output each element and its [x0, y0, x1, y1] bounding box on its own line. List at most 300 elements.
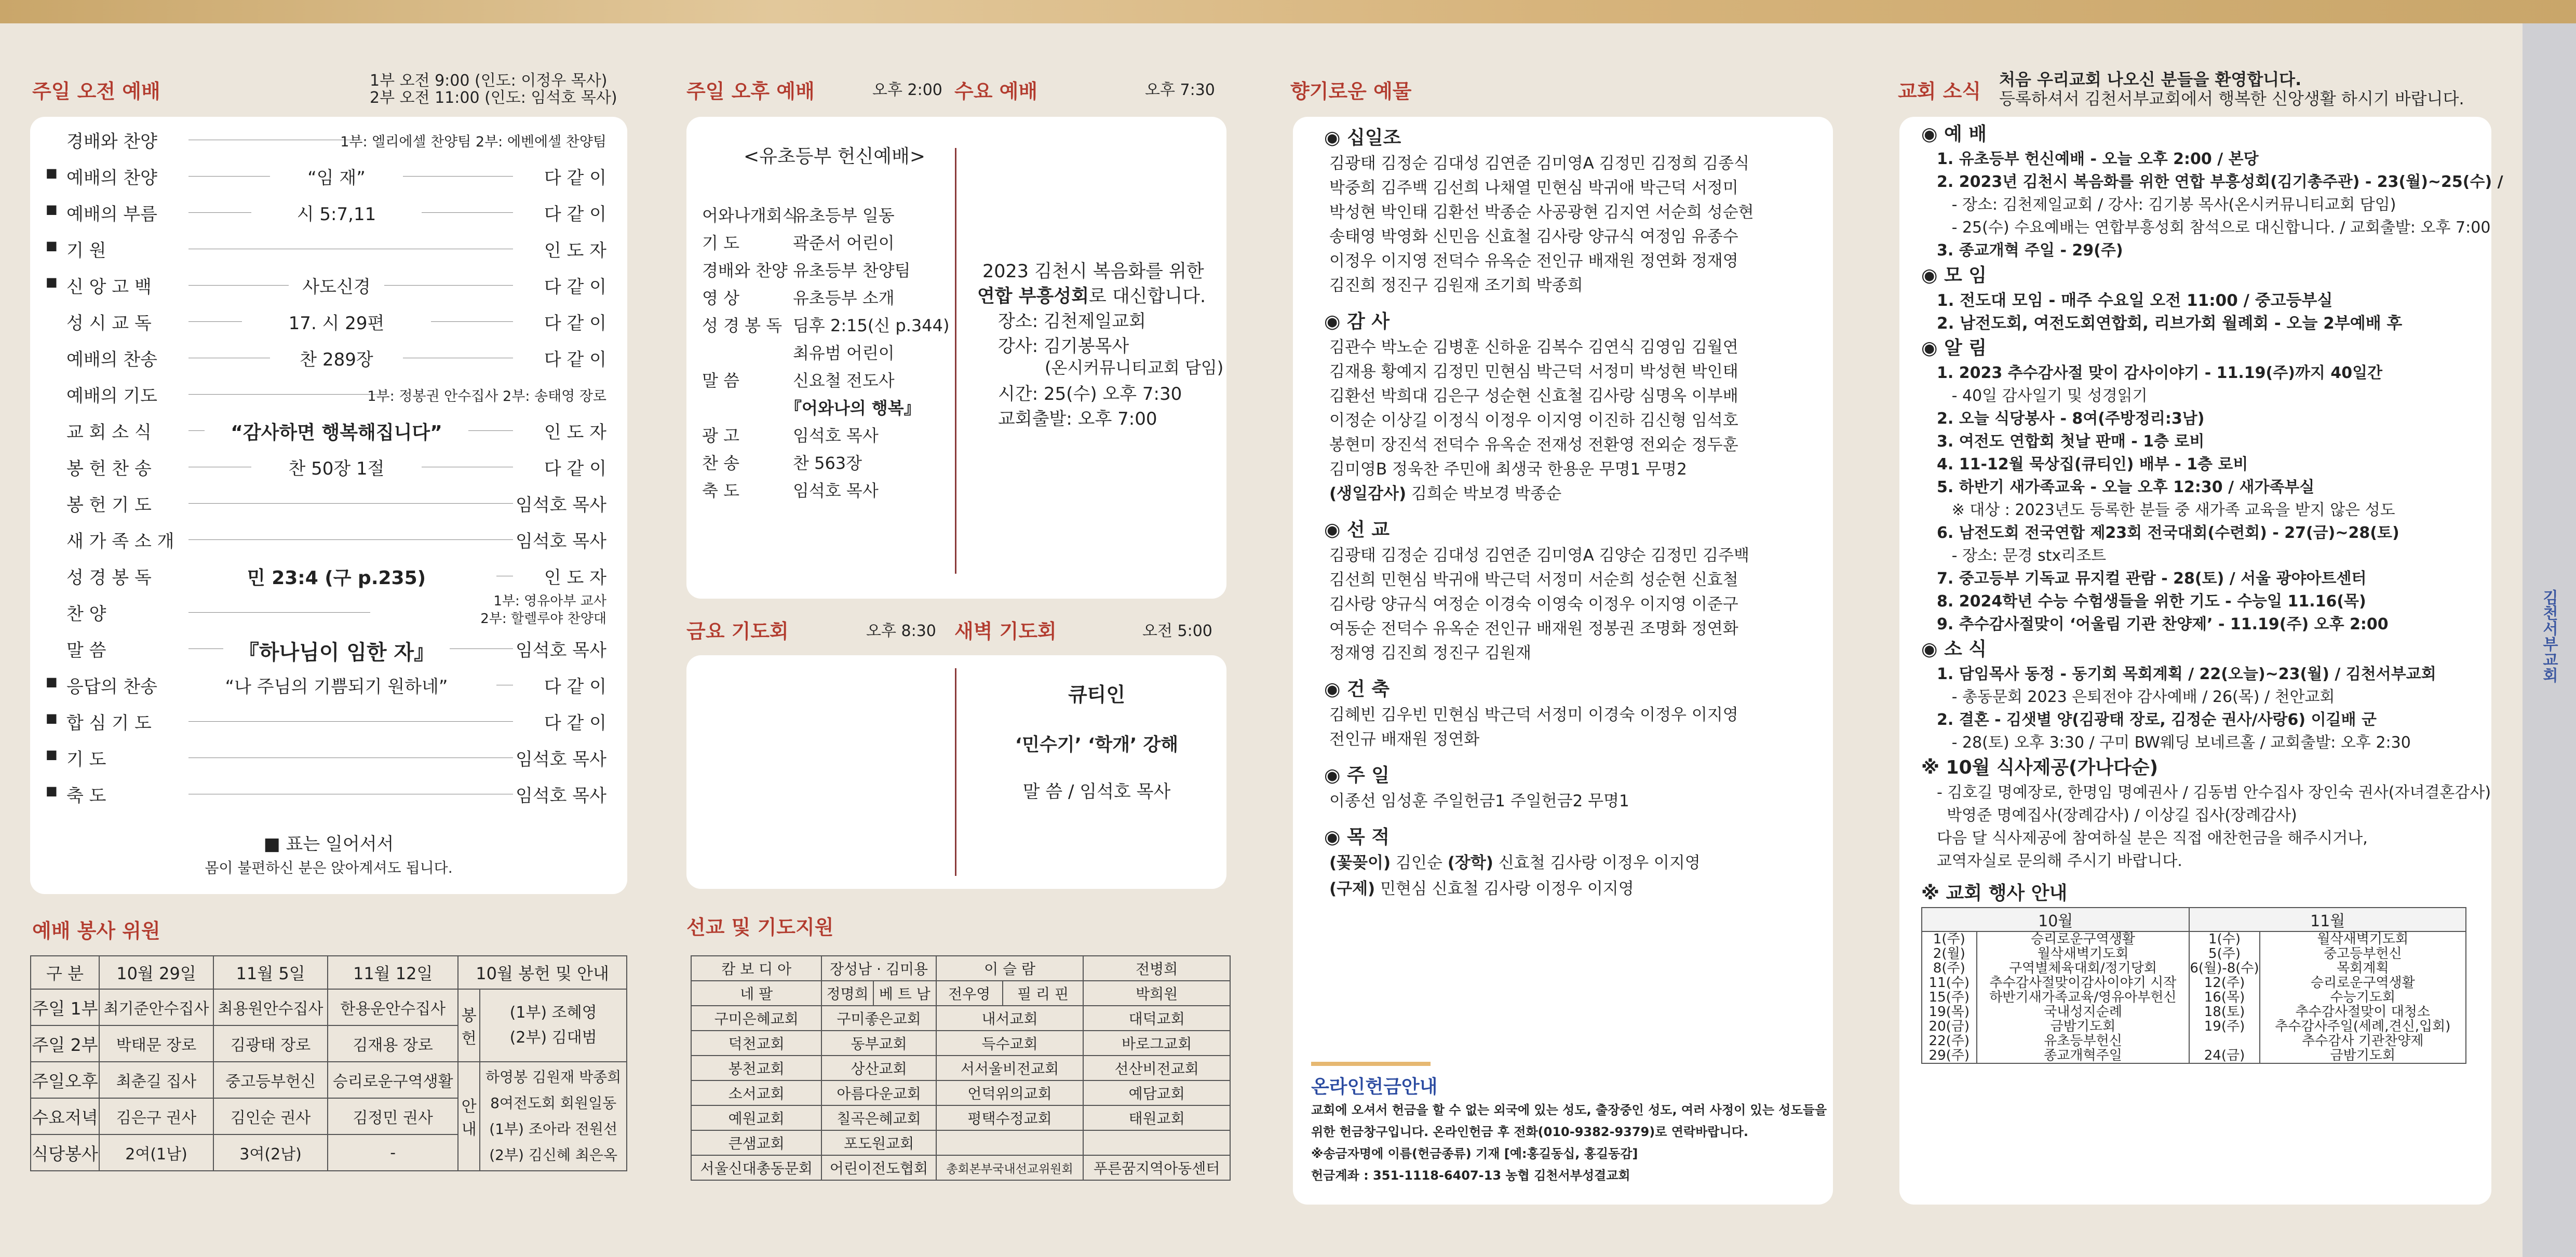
order-label: 경배와 찬양	[66, 131, 158, 152]
morning-order-card	[30, 117, 627, 894]
offering-names-line: 김환선 박희대 김은구 성순현 신효철 김사랑 심명옥 이부배	[1329, 387, 1738, 406]
order-label: 봉 헌 찬 송	[66, 458, 152, 479]
event-date: 1(주)	[1933, 931, 1965, 947]
order-label: 기 도	[66, 749, 106, 770]
notice-heading: ◉ 알 림	[1921, 337, 1987, 359]
offering-title: 향기로운 예물	[1290, 80, 1412, 103]
staff-cell: 승리로운구역생활	[328, 1062, 458, 1098]
event-desc: 승리로운구역생활	[2310, 975, 2415, 991]
afternoon-label: 성 경 봉 독	[702, 316, 783, 335]
birthday-thanks-line	[1329, 480, 1561, 504]
wed-speaker-church: (온시커뮤니티교회 담임)	[1045, 358, 1224, 377]
events-date-column	[2189, 931, 2259, 1063]
leader-line	[422, 212, 513, 213]
order-label: 말 씀	[66, 640, 106, 661]
welcome-line-2: 등록하셔서 김천서부교회에서 행복한 신앙생활 하시기 바랍니다.	[1999, 89, 2464, 109]
offering-card	[1293, 117, 1833, 1205]
radio-icon: ◉	[1324, 311, 1347, 332]
leader-line	[188, 612, 370, 613]
event-desc: 종교개혁주일	[2044, 1048, 2122, 1063]
purpose-part: 민현심 신효철 김사랑 이정우 이지영	[1380, 880, 1634, 898]
afternoon-value: 유초등부 소개	[793, 288, 895, 308]
meal-item: 교역자실로 문의해 주시기 바랍니다.	[1937, 852, 2182, 870]
order-item: 『하나님이 임한 자』	[238, 641, 435, 665]
event-date: 15(주)	[1928, 990, 1970, 1005]
meeting-item: 1. 전도대 모임 - 매주 수요일 오전 11:00 / 중고등부실	[1937, 291, 2333, 310]
staff-title: 예배 봉사 위원	[32, 920, 160, 942]
order-label: 찬 양	[66, 604, 106, 625]
afternoon-wednesday-card	[686, 117, 1226, 599]
mission-row	[691, 1080, 1230, 1105]
order-label: 응답의 찬송	[66, 677, 158, 697]
order-label: 신 앙 고 백	[66, 277, 152, 298]
order-label: 새 가 족 소 개	[66, 531, 174, 552]
purpose-line-1	[1329, 849, 1701, 873]
mission-cell	[936, 1130, 1084, 1155]
afternoon-value: 임석호 목사	[793, 426, 879, 445]
mission-cell: 필 리 핀	[1003, 981, 1084, 1006]
purpose-part: (구제)	[1329, 880, 1375, 898]
order-item: “감사하면 행복해집니다”	[231, 422, 442, 443]
events-header-row	[1922, 908, 2466, 931]
notice-item: 7. 중고등부 기독교 뮤지컬 관람 - 28(토) / 서울 광야아트센터	[1937, 570, 2367, 588]
offering-names-line: 김재용 황예지 김정민 민현심 박근덕 서정미 박성현 박인태	[1329, 362, 1738, 381]
order-item: 17. 시 29편	[288, 313, 385, 334]
radio-icon: ◉	[1324, 519, 1347, 540]
afternoon-value: 곽준서 어린이	[793, 233, 895, 253]
mission-cell: 내서교회	[936, 1006, 1084, 1031]
offering-names-line: 이종선 임성훈 주일헌금1 주일헌금2 무명1	[1329, 792, 1629, 810]
mission-cell: 베 트 남	[873, 981, 936, 1006]
notice-item: 5. 하반기 새가족교육 - 오늘 오후 12:30 / 새가족부실	[1937, 478, 2315, 496]
wed-line-1: 2023 김천시 복음화를 위한	[982, 261, 1204, 282]
wed-departure: 교회출발: 오후 7:00	[998, 409, 1157, 429]
staff-cell: 김은구 권사	[99, 1098, 213, 1134]
divider	[955, 148, 956, 574]
order-label: 축 도	[66, 786, 106, 806]
order-row	[66, 414, 606, 445]
order-row	[66, 632, 606, 663]
leader-line	[188, 321, 242, 322]
mission-cell: 정명희	[821, 981, 873, 1006]
offering-section-heading	[1324, 674, 1390, 701]
event-desc: 추수감사절맞이 대청소	[2295, 1004, 2431, 1020]
notice-item: ※ 대상 : 2023년도 등록한 분들 중 새가족 교육을 받지 않은 성도	[1937, 501, 2395, 519]
leader-line	[188, 285, 289, 286]
offering-names-line: 여동순 전덕수 유옥순 전인규 배재원 정봉권 조명화 정연화	[1329, 619, 1738, 638]
events-date-column	[1922, 931, 1977, 1063]
mission-cell: 총회본부국내선교위원회	[936, 1155, 1084, 1180]
order-label: 예배의 찬양	[66, 168, 158, 188]
order-row	[46, 705, 606, 736]
staff-cell: 김광태 장로	[213, 1025, 328, 1062]
radio-icon: ◉	[1324, 765, 1347, 786]
order-row	[66, 593, 606, 627]
sitting-note: 몸이 불편하신 분은 앉아계셔도 됩니다.	[205, 859, 453, 876]
mission-cell: 평택수정교회	[936, 1105, 1084, 1130]
event-desc: 금밤기도회	[2330, 1048, 2396, 1063]
staff-row	[31, 989, 627, 1025]
worship-item: - 25(수) 수요예배는 연합부흥성회 참석으로 대신합니다. / 교회출발: 오후 7:00	[1937, 219, 2491, 237]
notice-item: 2. 오늘 식당봉사 - 8여(주방정리:3남)	[1937, 410, 2205, 428]
afternoon-label: 경배와 찬양	[702, 261, 788, 280]
mission-cell: 상산교회	[821, 1056, 936, 1080]
staff-row	[31, 1062, 627, 1098]
mission-cell: 전우영	[936, 981, 1003, 1006]
events-desc-column	[2260, 931, 2466, 1063]
notice-item: 1. 2023 추수감사절 맞이 감사이야기 - 11.19(주)까지 40일간	[1937, 364, 2383, 382]
staff-header-row	[31, 956, 627, 989]
mission-row	[691, 1130, 1230, 1155]
offering-names-line: 김진희 정진구 김원재 조기희 박종희	[1329, 276, 1583, 295]
worship-item: 2. 2023년 김천시 복음화를 위한 연합 부흥성회(김기총주관) - 23(월)~25(수) /	[1937, 173, 2503, 191]
event-date: 1(수)	[2208, 931, 2241, 947]
online-line-3: ※송금자명에 이름(헌금종류) 기재 [예:홍길동십, 홍길동감]	[1311, 1146, 1638, 1161]
offering-names-line: 이정순 이상길 이정식 이정우 이지영 이진하 김신형 임석호	[1329, 411, 1738, 430]
offering-section-name: 감 사	[1346, 311, 1390, 332]
afternoon-value: 신요철 전도사	[793, 371, 895, 390]
event-date: 22(주)	[1928, 1033, 1970, 1049]
leader-line	[188, 176, 270, 177]
event-date: 20(금)	[1928, 1019, 1970, 1034]
events-month-header: 11월	[2189, 908, 2466, 931]
afternoon-label: 말 씀	[702, 371, 739, 390]
offering-section-heading	[1324, 123, 1401, 150]
leader-line	[188, 503, 513, 504]
church-name-vertical: 김천서부교회	[2540, 589, 2558, 683]
offering-names-line: 송태영 박영화 신민음 신효철 김사랑 양규식 여정임 유종수	[1329, 227, 1738, 246]
prayer-card	[686, 655, 1226, 889]
spacer	[1921, 873, 2503, 880]
meeting-item: 2. 남전도회, 여전도회연합회, 리브가회 월례회 - 오늘 2부예배 후	[1937, 314, 2403, 333]
news-heading: ◉ 소 식	[1921, 639, 1987, 660]
order-leader: 1부: 정봉권 안수집사 2부: 송태영 장로	[367, 388, 606, 404]
dawn-qt-title: 큐티인	[1068, 683, 1126, 706]
afternoon-label: 기 도	[702, 233, 739, 253]
leader-line	[188, 394, 379, 395]
mission-cell: 전병희	[1083, 956, 1230, 981]
offering-section-name: 건 축	[1346, 679, 1390, 700]
online-account: 헌금계좌 : 351-1118-6407-13 농협 김천서부성결교회	[1311, 1168, 1630, 1183]
events-heading: ※ 교회 행사 안내	[1921, 883, 2068, 904]
online-title: 온라인헌금안내	[1311, 1076, 1438, 1098]
standing-note: ■ 표는 일어서서	[263, 834, 394, 855]
mission-cell: 아름다운교회	[821, 1080, 936, 1105]
staff-cell: 최기준안수집사	[99, 989, 213, 1025]
notice-item: - 40일 감사일기 및 성경읽기	[1937, 387, 2148, 405]
mission-row	[691, 956, 1230, 981]
offering-section-heading	[1324, 515, 1390, 542]
wed-time: 시간: 25(수) 오후 7:30	[998, 384, 1182, 404]
offering-names-line: 김선희 민현심 박귀애 박근덕 서정미 서순희 성순현 신효철	[1329, 571, 1738, 589]
meeting-heading: ◉ 모 임	[1921, 265, 1987, 286]
purpose-part: (장학)	[1447, 854, 1493, 872]
dawn-study: ‘민수기’ ‘학개’ 강해	[1015, 735, 1179, 755]
radio-icon: ◉	[1324, 127, 1347, 148]
order-leader: 다 같 이	[544, 313, 606, 334]
mission-cell: 포도원교회	[821, 1130, 936, 1155]
mission-cell	[1083, 1130, 1230, 1155]
leader-line	[188, 212, 251, 213]
mission-row	[691, 1031, 1230, 1056]
offering-section-name: 십일조	[1346, 127, 1401, 148]
order-bullet: ■	[46, 783, 58, 798]
mission-row	[691, 1105, 1230, 1130]
order-leader: 임석호 목사	[515, 786, 606, 806]
event-desc: 목회계획	[2337, 961, 2389, 976]
staff-cell: 중고등부헌신	[213, 1062, 328, 1098]
offering-names-line: 이정우 이지영 전덕수 유옥순 전인규 배재원 정연화 정재영	[1329, 252, 1738, 271]
meal-heading: ※ 10월 식사제공(가나다순)	[1921, 757, 2159, 778]
offering-section-heading	[1324, 822, 1390, 849]
staff-table	[30, 955, 627, 1171]
offering-names-line: 봉현미 장진석 전덕수 유옥순 전재성 전환영 전외순 정두훈	[1329, 436, 1738, 454]
leader-line	[384, 285, 513, 286]
mission-cell: 득수교회	[936, 1031, 1084, 1056]
side-strip	[2523, 23, 2576, 1257]
staff-header-cell: 11월 12일	[328, 956, 458, 989]
event-date: 8(주)	[1933, 961, 1965, 976]
order-label: 성 경 봉 독	[66, 567, 152, 588]
event-desc: 구역별체육대회/정기당회	[2008, 961, 2157, 976]
mission-cell: 큰샘교회	[691, 1130, 821, 1155]
order-leader: 인 도 자	[544, 567, 606, 588]
order-leader: 임석호 목사	[515, 495, 606, 516]
afternoon-label: 찬 송	[702, 453, 739, 473]
notice-item: 9. 추수감사절맞이 ‘어울림 기관 찬양제’ - 11.19(주) 오후 2:00	[1937, 615, 2389, 633]
event-desc: 하반기새가족교육/영유아부헌신	[1989, 990, 2177, 1005]
order-label: 합 심 기 도	[66, 713, 152, 734]
wed-replace-text: 로 대신합니다.	[1089, 286, 1206, 307]
staff-cell: 한용운안수집사	[328, 989, 458, 1025]
mission-cell: 선산비전교회	[1083, 1056, 1230, 1080]
order-item: 찬 289장	[300, 349, 373, 370]
mission-cell: 푸른꿈지역아동센터	[1083, 1155, 1230, 1180]
missions-table	[691, 955, 1231, 1181]
mission-cell: 서서울비전교회	[936, 1056, 1084, 1080]
afternoon-value: 임석호 목사	[793, 481, 879, 501]
event-desc: 금밤기도회	[2050, 1019, 2116, 1034]
leader-line	[188, 648, 223, 649]
staff-cell: 김인순 권사	[213, 1098, 328, 1134]
mission-cell: 구미은혜교회	[691, 1006, 821, 1031]
event-date	[2190, 1034, 2259, 1048]
news-card	[1899, 117, 2503, 1205]
order-row	[66, 450, 606, 481]
mission-row	[691, 981, 1230, 1006]
youth-service-heading: <유초등부 헌신예배>	[744, 146, 925, 167]
purpose-part: 김인순	[1396, 854, 1442, 872]
mission-cell: 언덕위의교회	[936, 1080, 1084, 1105]
morning-time-1: 1부 오전 9:00 (인도: 이정우 목사)	[370, 72, 608, 90]
offering-names-line: 전인규 배재원 정연화	[1329, 730, 1480, 749]
leader-line	[188, 430, 205, 431]
wednesday-time: 오후 7:30	[1145, 81, 1215, 99]
meal-item: 다음 달 식사제공에 참여하실 분은 직접 애찬헌금을 해주시거나,	[1937, 829, 2368, 847]
morning-time-2: 2부 오전 11:00 (인도: 임석호 목사)	[370, 89, 617, 107]
order-item: 민 23:4 (구 p.235)	[247, 567, 426, 589]
order-leader: 다 같 이	[544, 713, 606, 734]
afternoon-value: 최유범 어린이	[793, 343, 895, 363]
offering-names-line: 김미영B 정욱찬 주민애 최생국 한용운 무명1 무명2	[1329, 460, 1687, 479]
order-leader: 인 도 자	[544, 240, 606, 261]
order-leader: 1부: 영유아부 교사 2부: 할렐루야 찬양대	[480, 593, 606, 627]
order-leader: 다 같 이	[544, 277, 606, 298]
worship-item: 1. 유초등부 헌신예배 - 오늘 오후 2:00 / 본당	[1937, 150, 2259, 168]
order-row	[66, 123, 606, 154]
leader-line	[188, 721, 513, 722]
offering-section-name: 선 교	[1346, 519, 1390, 540]
order-bullet: ■	[46, 711, 58, 725]
event-date: 11(수)	[1928, 975, 1970, 991]
wed-line-2	[977, 282, 1206, 308]
worship-item: 3. 종교개혁 주일 - 29(주)	[1937, 241, 2123, 260]
friday-time: 오후 8:30	[866, 622, 936, 640]
order-leader: 임석호 목사	[515, 531, 606, 552]
order-row	[66, 486, 606, 518]
staff-header-cell: 구 분	[31, 956, 99, 989]
afternoon-label: 영 상	[702, 288, 739, 308]
order-item: “임 재”	[307, 168, 366, 188]
friday-title: 금요 기도회	[686, 620, 789, 643]
meal-item: 박영준 명예집사(장례감사) / 이상길 집사(장례감사)	[1937, 806, 2297, 825]
staff-cell: 주일오후	[31, 1062, 99, 1098]
notice-item: 3. 여전도 연합회 첫날 판매 - 1층 로비	[1937, 432, 2205, 451]
order-bullet: ■	[46, 674, 58, 689]
event-desc: 유초등부헌신	[2044, 1033, 2122, 1049]
welcome-line-1: 처음 우리교회 나오신 분들을 환영합니다.	[1999, 70, 2302, 89]
event-desc: 승리로운구역생활	[2031, 931, 2135, 947]
mission-cell: 동부교회	[821, 1031, 936, 1056]
order-bullet: ■	[46, 238, 58, 253]
news-list	[1921, 121, 2503, 1064]
offering-section-name: 주 일	[1346, 765, 1390, 786]
guide-side-names: 하영봉 김원재 박종희 8여전도회 회원일동 (1부) 조아라 전원선 (2부) 김신혜 최은옥	[480, 1062, 627, 1171]
event-desc: 월삭새벽기도회	[2317, 931, 2409, 947]
event-desc: 국내성지순례	[2044, 1004, 2122, 1020]
news-item: - 총동문회 2023 은퇴전야 감사예배 / 26(목) / 천안교회	[1937, 688, 2335, 706]
staff-cell: 2여(1남)	[99, 1134, 213, 1171]
mission-cell: 장성남 · 김미용	[821, 956, 936, 981]
mission-cell: 박희원	[1083, 981, 1230, 1006]
order-row	[46, 777, 606, 808]
order-label: 예배의 기도	[66, 386, 158, 407]
order-row	[46, 668, 606, 699]
event-date: 18(토)	[2204, 1004, 2245, 1020]
afternoon-value: 찬 563장	[793, 453, 862, 473]
mission-cell: 이 슬 람	[936, 956, 1084, 981]
offering-side-names: (1부) 조혜영 (2부) 김대범	[480, 989, 627, 1062]
afternoon-value: 『어와나의 행복』	[785, 398, 921, 418]
mission-row	[691, 1155, 1230, 1180]
mission-cell: 구미좋은교회	[821, 1006, 936, 1031]
order-row	[66, 523, 606, 554]
news-title: 교회 소식	[1898, 80, 1981, 103]
events-desc-column	[1977, 931, 2190, 1063]
event-date: 2(월)	[1933, 946, 1965, 962]
order-bullet: ■	[46, 747, 58, 762]
missions-title: 선교 및 기도지원	[686, 916, 834, 939]
mission-cell: 태원교회	[1083, 1105, 1230, 1130]
staff-cell: -	[328, 1134, 458, 1171]
staff-cell: 김재용 장로	[328, 1025, 458, 1062]
notice-item: 6. 남전도회 전국연합 제23회 전국대회(수련회) - 27(금)~28(토)	[1937, 524, 2399, 542]
staff-cell: 주일 1부	[31, 989, 99, 1025]
afternoon-time: 오후 2:00	[872, 81, 942, 99]
leader-line	[188, 539, 513, 540]
radio-icon: ◉	[1324, 827, 1347, 848]
notice-item: - 장소: 문경 stx리조트	[1937, 547, 2107, 565]
event-date: 16(목)	[2204, 990, 2245, 1005]
online-line-2: 위한 헌금창구입니다. 온라인헌금 후 전화(010-9382-9379)로 연락바랍니다.	[1311, 1125, 1748, 1139]
event-desc: 월삭새벽기도회	[2037, 946, 2129, 962]
news-item: 2. 결혼 - 김샛별 양(김광태 장로, 김정순 권사/사랑6) 이길배 군	[1937, 711, 2377, 729]
mission-row	[691, 1056, 1230, 1080]
afternoon-label: 축 도	[702, 481, 739, 501]
mission-row	[691, 1006, 1230, 1031]
staff-cell: 최용원안수집사	[213, 989, 328, 1025]
mission-cell: 예담교회	[1083, 1080, 1230, 1105]
offering-names-line: 김광태 김정순 김대성 김연준 김미영A 김양순 김정민 김주백	[1329, 546, 1749, 565]
leader-line	[468, 430, 513, 431]
event-date: 6(월)-8(수)	[2190, 961, 2259, 976]
wed-speaker: 강사: 김기봉목사	[998, 336, 1129, 357]
afternoon-label: 광 고	[702, 426, 739, 445]
staff-cell: 수요저녁	[31, 1098, 99, 1134]
staff-header-cell: 11월 5일	[213, 956, 328, 989]
dawn-title: 새벽 기도회	[954, 620, 1057, 643]
offering-section-heading	[1324, 761, 1390, 787]
guide-side-label: 안 내	[458, 1062, 480, 1171]
event-desc: 추수감사절맞이감사이야기 시작	[1989, 975, 2177, 991]
afternoon-value: 유초등부 일동	[793, 206, 895, 225]
events-month-header: 10월	[1922, 908, 2189, 931]
event-date: 24(금)	[2204, 1048, 2245, 1063]
mission-cell: 덕천교회	[691, 1031, 821, 1056]
purpose-line-2	[1329, 875, 1634, 899]
order-row	[46, 268, 606, 300]
offering-names-line: 김사랑 양규식 여정순 이경숙 이영숙 이정우 이지영 이준구	[1329, 595, 1738, 614]
event-date: 5(주)	[2208, 946, 2241, 962]
birthday-names: 김희순 박보경 박종순	[1411, 484, 1562, 503]
event-desc: 수능기도회	[2330, 990, 2396, 1005]
offering-names-line: 박성현 박인태 김환선 박종순 사공광현 김지연 서순희 성순현	[1329, 203, 1754, 222]
order-item: “나 주님의 기쁨되기 원하네”	[225, 677, 448, 697]
order-leader: 다 같 이	[544, 168, 606, 188]
birthday-label: (생일감사)	[1329, 484, 1407, 503]
news-item: - 28(토) 오후 3:30 / 구미 BW웨딩 보네르홀 / 교회출발: 오후 2:30	[1937, 734, 2411, 752]
offering-side-label: 봉 헌	[458, 989, 480, 1062]
afternoon-value: 딤후 2:15(신 p.344)	[793, 316, 950, 335]
order-bullet: ■	[46, 202, 58, 217]
event-date: 19(주)	[2204, 1019, 2245, 1034]
events-body-row	[1922, 931, 2466, 1063]
staff-header-cell: 10월 29일	[99, 956, 213, 989]
afternoon-title: 주일 오후 예배	[686, 80, 815, 103]
mission-cell: 칠곡은혜교회	[821, 1105, 936, 1130]
mission-cell: 어린이전도협회	[821, 1155, 936, 1180]
mission-cell: 서울신대총동문회	[691, 1155, 821, 1180]
mission-cell: 네 팔	[691, 981, 821, 1006]
top-decorative-bar	[0, 0, 2576, 23]
event-desc: 추수감사 기관찬양제	[2302, 1033, 2424, 1049]
order-label: 예배의 찬송	[66, 349, 158, 370]
purpose-part: 신효철 김사랑 이정우 이지영	[1498, 854, 1701, 872]
news-item: 1. 담임목사 동정 - 동기회 목회계획 / 22(오늘)~23(월) / 김천서부교회	[1937, 665, 2436, 683]
order-label: 봉 헌 기 도	[66, 495, 152, 516]
order-label: 교 회 소 식	[66, 422, 152, 443]
mission-cell: 소서교회	[691, 1080, 821, 1105]
